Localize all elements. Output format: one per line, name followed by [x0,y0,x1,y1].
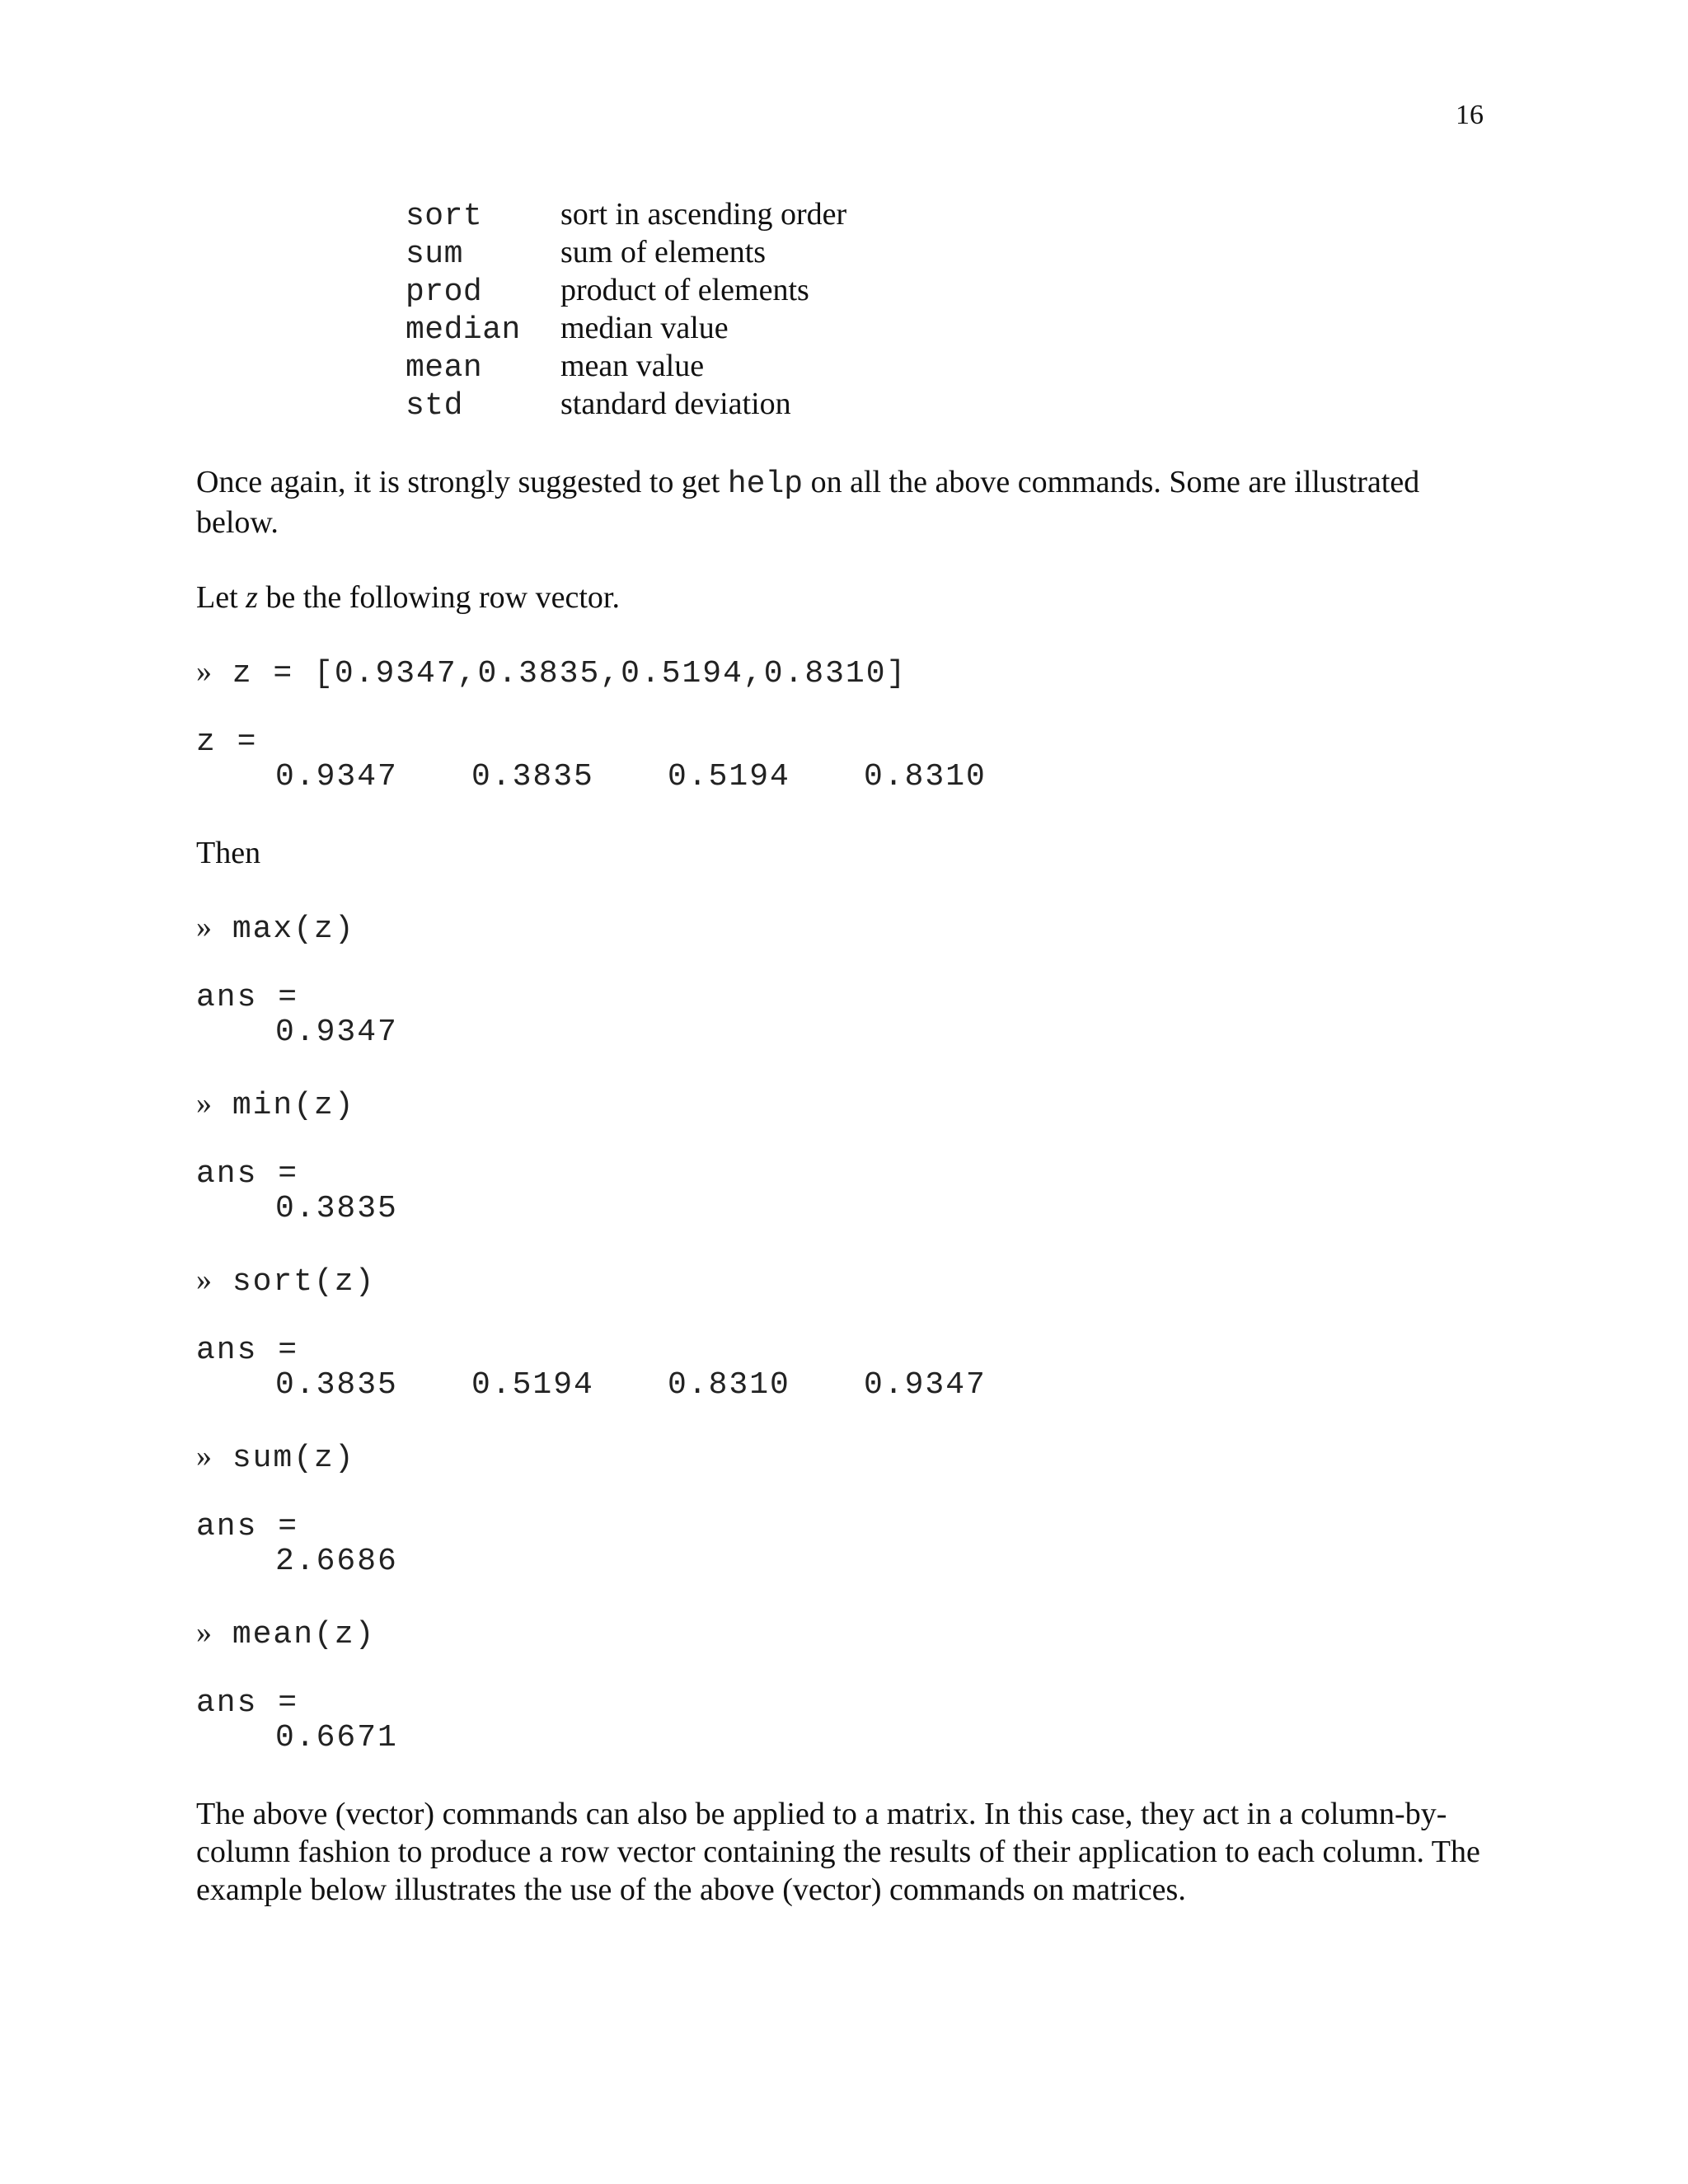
output-label: ans = [196,1333,299,1368]
command-input [196,1263,375,1300]
command-row [406,309,846,347]
command-row [406,347,846,385]
command-text: sort(z) [232,1264,376,1300]
output-value: 0.9347 [275,1015,398,1050]
vector-text-after: be the following row vector. [257,580,620,615]
output-label: ans = [196,1685,299,1721]
output-value: 0.5194 [471,1367,594,1403]
command-input [196,654,907,691]
output-value: 2.6686 [275,1544,398,1579]
command-name: std [406,388,463,424]
output-value: 0.3835 [471,759,594,794]
prompt-symbol: » [196,1263,212,1297]
output-value: 0.6671 [275,1720,398,1755]
then-paragraph: Then [196,836,261,870]
output-value: 0.8310 [668,1367,790,1403]
command-row [406,385,846,423]
command-input [196,1439,355,1476]
prompt-symbol: » [196,1615,212,1650]
page-number: 16 [1456,100,1484,130]
output-value: 0.3835 [275,1367,398,1403]
command-input [196,1086,355,1123]
command-description: mean value [560,349,705,383]
command-text: z = [0.9347,0.3835,0.5194,0.8310] [232,656,907,691]
intro-text-after: on all the above commands. Some are illustrated below. [196,465,1420,540]
prompt-symbol: » [196,910,212,944]
command-text: max(z) [232,912,355,947]
command-description: median value [560,311,729,345]
output-value: 0.8310 [864,759,987,794]
output-label: ans = [196,1156,299,1192]
command-description: standard deviation [560,387,791,421]
vector-text-before: Let [196,580,246,615]
matrix-paragraph: The above (vector) commands can also be applied to a matrix. In this case, they act in a column-by-column fashion to produce a row vector containing the results of their application to each column. The example below illustrates the use of the above (vector) commands on matrices. [196,1797,1480,1907]
command-name: sum [406,237,463,272]
help-code: help [727,466,804,502]
command-name: prod [406,274,483,310]
output-label: ans = [196,1509,299,1544]
prompt-symbol: » [196,654,212,689]
output-value: 0.9347 [864,1367,987,1403]
intro-text-before: Once again, it is strongly suggested to get [196,465,728,499]
command-description: sum of elements [560,235,767,269]
variable-z: z [246,580,258,615]
command-row [406,233,846,271]
prompt-symbol: » [196,1439,212,1474]
command-text: min(z) [232,1088,355,1123]
command-name: sort [406,199,483,234]
prompt-symbol: » [196,1086,212,1121]
command-description: product of elements [560,273,809,307]
output-value: 0.3835 [275,1191,398,1226]
output-value: 0.5194 [668,759,790,794]
command-name: median [406,312,521,348]
command-input [196,910,355,947]
command-input [196,1615,375,1652]
command-table [406,195,846,423]
command-name: mean [406,350,483,386]
output-value: 0.9347 [275,759,398,794]
command-row [406,271,846,309]
command-text: sum(z) [232,1441,355,1476]
vector-intro-paragraph [196,579,1498,616]
intro-paragraph [196,463,1498,541]
output-label: ans = [196,980,299,1015]
output-label: z = [196,724,258,760]
command-row [406,195,846,233]
command-text: mean(z) [232,1617,376,1652]
command-description: sort in ascending order [560,197,847,232]
